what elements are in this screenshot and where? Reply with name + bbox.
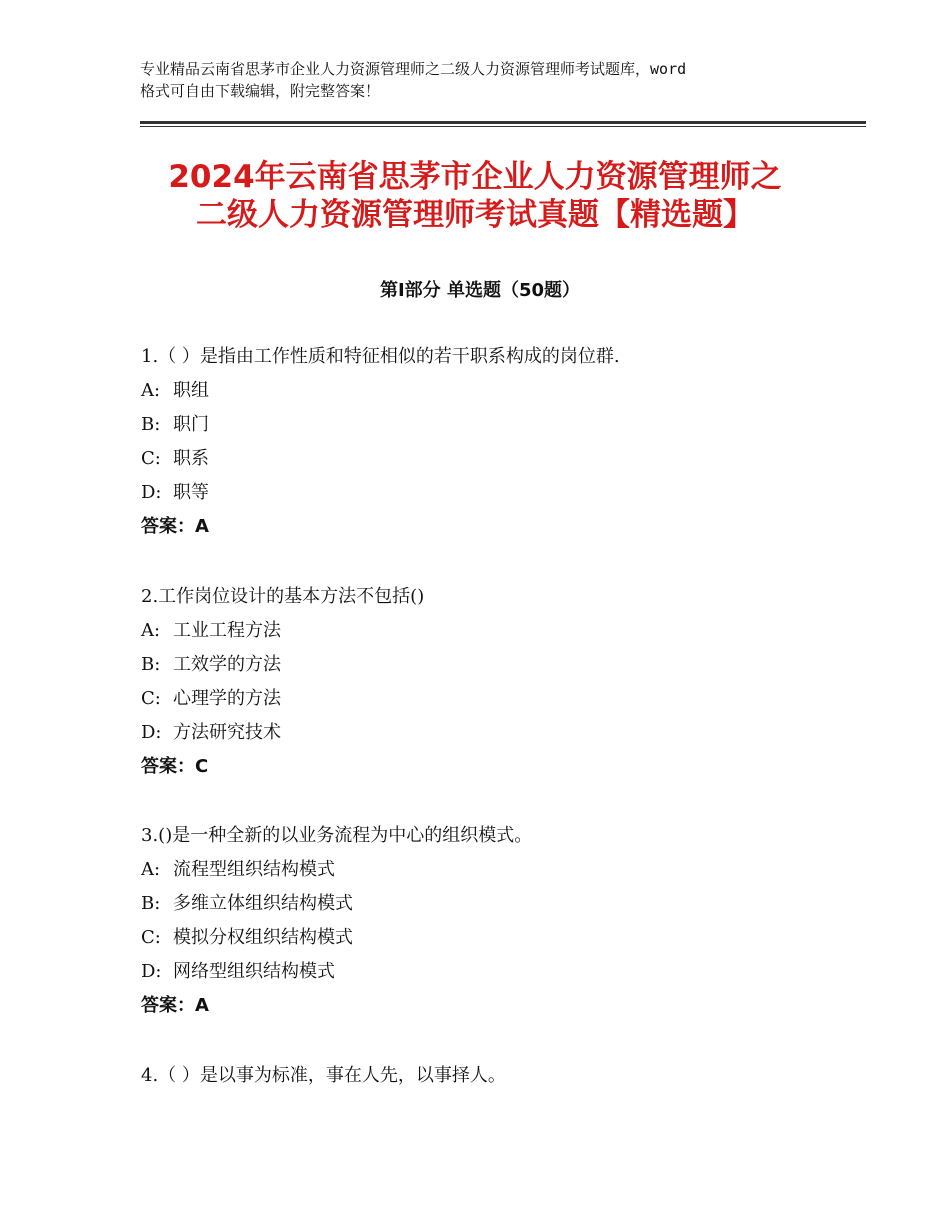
question-stem: 3.()是一种全新的以业务流程为中心的组织模式。 <box>141 825 533 846</box>
option-key: B: <box>141 414 161 435</box>
option-d <box>141 716 841 750</box>
option-b <box>141 408 841 442</box>
option-d <box>141 476 841 510</box>
option-text: 心理学的方法 <box>173 688 281 709</box>
question-1 <box>141 340 841 544</box>
option-text: 职门 <box>173 414 209 435</box>
option-key: C: <box>141 688 161 709</box>
header-divider-thick <box>140 121 866 124</box>
answer: 答案：A <box>141 995 209 1016</box>
option-text: 职组 <box>173 380 209 401</box>
question-3 <box>141 819 841 1023</box>
option-text: 工效学的方法 <box>173 654 281 675</box>
option-text: 流程型组织结构模式 <box>173 859 335 880</box>
question-2 <box>141 580 841 784</box>
answer: 答案：C <box>141 756 209 777</box>
option-text: 职系 <box>173 448 209 469</box>
title-line-2: 二级人力资源管理师考试真题【精选题】 <box>196 197 754 233</box>
option-key: D: <box>141 482 162 503</box>
option-text: 网络型组织结构模式 <box>173 961 335 982</box>
option-c <box>141 682 841 716</box>
header-note-line-2: 格式可自由下载编辑，附完整答案！ <box>140 82 381 100</box>
option-text: 职等 <box>173 482 209 503</box>
option-key: D: <box>141 722 162 743</box>
document-title <box>100 158 850 234</box>
option-a <box>141 614 841 648</box>
option-c <box>141 442 841 476</box>
option-key: A: <box>141 380 161 401</box>
option-key: C: <box>141 448 161 469</box>
option-a <box>141 853 841 887</box>
header-note <box>140 58 830 102</box>
option-text: 工业工程方法 <box>173 620 281 641</box>
option-key: B: <box>141 654 161 675</box>
question-4 <box>141 1059 841 1093</box>
option-c <box>141 921 841 955</box>
header-divider-thin <box>140 126 866 127</box>
title-line-1: 2024年云南省思茅市企业人力资源管理师之 <box>168 159 782 195</box>
option-key: A: <box>141 620 161 641</box>
option-d <box>141 955 841 989</box>
question-stem: 1.（ ）是指由工作性质和特征相似的若干职系构成的岗位群. <box>141 346 620 367</box>
answer: 答案：A <box>141 516 209 537</box>
option-a <box>141 374 841 408</box>
option-key: B: <box>141 893 161 914</box>
option-b <box>141 648 841 682</box>
option-text: 多维立体组织结构模式 <box>173 893 353 914</box>
section-heading: 第Ⅰ部分 单选题（50题） <box>379 280 580 301</box>
header-note-line-1: 专业精品云南省思茅市企业人力资源管理师之二级人力资源管理师考试题库，word <box>140 60 687 78</box>
option-key: D: <box>141 961 162 982</box>
option-key: C: <box>141 927 161 948</box>
question-stem: 4.（ ）是以事为标准，事在人先，以事择人。 <box>141 1065 506 1086</box>
question-stem: 2.工作岗位设计的基本方法不包括() <box>141 586 425 607</box>
option-key: A: <box>141 859 161 880</box>
option-text: 方法研究技术 <box>173 722 281 743</box>
option-b <box>141 887 841 921</box>
option-text: 模拟分权组织结构模式 <box>173 927 353 948</box>
